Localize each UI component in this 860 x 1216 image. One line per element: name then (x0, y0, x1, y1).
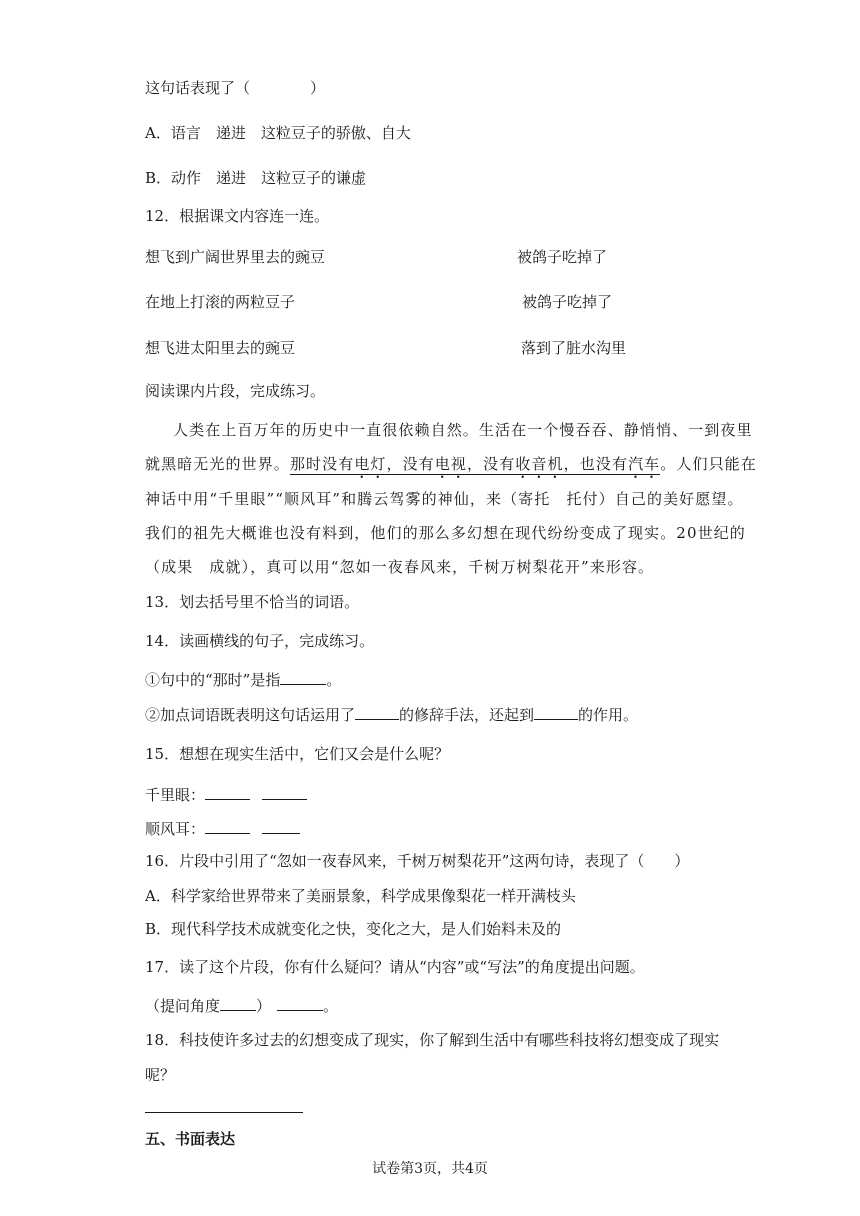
match-left-item: 想飞进太阳里去的豌豆 (145, 339, 296, 357)
answer-blank[interactable] (205, 785, 250, 800)
match-right-item: 被鸽子吃掉了 (522, 293, 613, 311)
answer-blank[interactable] (262, 819, 300, 834)
answer-line[interactable] (145, 1112, 303, 1113)
question-17-stem: 17．读了这个片段，你有什么疑问？请从“内容”或“写法”的角度提出问题。 (145, 958, 645, 976)
answer-blank[interactable] (280, 670, 326, 685)
reading-intro: 阅读课内片段，完成练习。 (145, 382, 326, 400)
question-18-line-1: 18．科技使许多过去的幻想变成了现实，你了解到生活中有哪些科技将幻想变成了现实 (145, 1031, 720, 1049)
question-11-stem: 这句话表现了（ ） (145, 79, 326, 97)
answer-blank[interactable] (355, 705, 399, 720)
match-left-item: 在地上打滚的两粒豆子 (145, 293, 296, 311)
dotted-word: 汽车 (628, 455, 661, 473)
dotted-word: 电灯 (354, 455, 387, 473)
question-14-sub-1: ①句中的“那时”是指 。 (145, 671, 342, 689)
question-11-option-a: A．语言 递进 这粒豆子的骄傲、自大 (145, 124, 411, 142)
answer-blank[interactable] (220, 996, 256, 1011)
dotted-word: 收音机 (515, 455, 564, 473)
question-14-sub-2: ②加点词语既表明这句话运用了 的修辞手法，还起到 的作用。 (145, 706, 639, 724)
match-right-item: 被鸽子吃掉了 (517, 248, 608, 266)
question-12-stem: 12．根据课文内容连一连。 (145, 207, 330, 225)
match-right-item: 落到了脏水沟里 (521, 339, 627, 357)
match-left-item: 想飞到广阔世界里去的豌豆 (145, 248, 326, 266)
question-13: 13．划去括号里不恰当的词语。 (145, 593, 360, 611)
question-16-option-a: A．科学家给世界带来了美丽景象，科学成果像梨花一样开满枝头 (145, 887, 576, 905)
answer-blank[interactable] (277, 996, 323, 1011)
question-15-stem: 15．想想在现实生活中，它们又会是什么呢？ (145, 745, 450, 763)
answer-blank[interactable] (534, 705, 578, 720)
question-16-stem: 16．片段中引用了“忽如一夜春风来，千树万树梨花开”这两句诗，表现了（ ） (145, 852, 690, 870)
question-15-answer-a: 千里眼： (145, 785, 307, 805)
dotted-word: 电视 (434, 455, 468, 473)
answer-blank[interactable] (262, 785, 307, 800)
page-footer: 试卷第3页，共4页 (372, 1161, 488, 1177)
question-16-option-b: B．现代科学技术成就变化之快，变化之大，是人们始料未及的 (145, 920, 562, 938)
question-11-option-b: B．动作 递进 这粒豆子的谦虚 (145, 169, 367, 187)
question-17-answer: （提问角度 ） 。 (145, 997, 339, 1015)
answer-blank[interactable] (205, 819, 250, 834)
question-14-stem: 14．读画横线的句子，完成练习。 (145, 632, 375, 650)
question-15-answer-b: 顺风耳： (145, 819, 300, 839)
question-18-line-2: 呢？ (145, 1066, 176, 1084)
section-title: 五、书面表达 (145, 1130, 236, 1148)
underlined-sentence: 那时没有电灯，没有电视，没有收音机，也没有汽车 (289, 455, 661, 473)
